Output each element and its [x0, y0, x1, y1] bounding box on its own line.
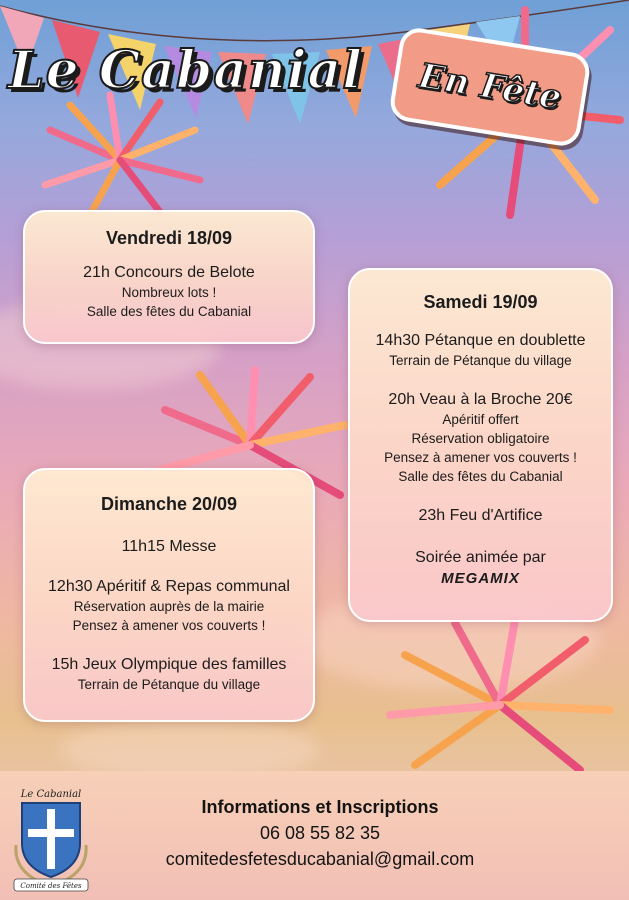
poster-title: Le Cabanial — [8, 40, 363, 101]
phone-number[interactable]: 06 08 55 82 35 — [259, 823, 381, 843]
sunday-line: Réservation auprès de la mairie — [73, 599, 265, 614]
sunday-line: Pensez à amener vos couverts ! — [72, 618, 266, 633]
info-heading: Informations et Inscriptions — [201, 797, 439, 817]
friday-event: 21h Concours de Belote — [83, 264, 255, 281]
crest-bottom-text: Comité des Fêtes — [20, 882, 82, 890]
sunday-event: 15h Jeux Olympique des familles — [51, 656, 287, 673]
sunday-title: Dimanche 20/09 — [100, 494, 238, 514]
friday-line: Salle des fêtes du Cabanial — [86, 304, 252, 319]
village-crest-logo — [8, 785, 94, 893]
email-address[interactable]: comitedesfetesducabanial@gmail.com — [165, 849, 475, 869]
saturday-title: Samedi 19/09 — [423, 292, 538, 312]
saturday-line: Réservation obligatoire — [411, 431, 550, 446]
saturday-event: 20h Veau à la Broche 20€ — [388, 391, 573, 408]
friday-title: Vendredi 18/09 — [105, 228, 233, 248]
friday-card — [23, 210, 315, 344]
saturday-event: 23h Feu d'Artifice — [418, 507, 543, 524]
sunday-card — [23, 468, 315, 722]
saturday-line: Terrain de Pétanque du village — [389, 353, 572, 368]
badge-text: En Fête — [415, 56, 565, 118]
firework-decoration — [385, 615, 615, 775]
saturday-event: Soirée animée par — [415, 549, 546, 566]
saturday-line: Salle des fêtes du Cabanial — [398, 469, 563, 484]
sunday-event: 11h15 Messe — [121, 538, 217, 555]
dj-name: MEGAMIX — [441, 570, 520, 587]
saturday-card — [348, 268, 613, 622]
friday-line: Nombreux lots ! — [121, 285, 217, 300]
firework-decoration — [30, 90, 210, 220]
sunday-line: Terrain de Pétanque du village — [77, 677, 261, 692]
footer — [0, 771, 629, 900]
saturday-line: Apéritif offert — [442, 412, 519, 427]
sunday-event: 12h30 Apéritif & Repas communal — [48, 578, 290, 595]
saturday-event: 14h30 Pétanque en doublette — [375, 332, 586, 349]
saturday-line: Pensez à amener vos couverts ! — [384, 450, 577, 465]
crest-top-text: Le Cabanial — [20, 789, 82, 800]
